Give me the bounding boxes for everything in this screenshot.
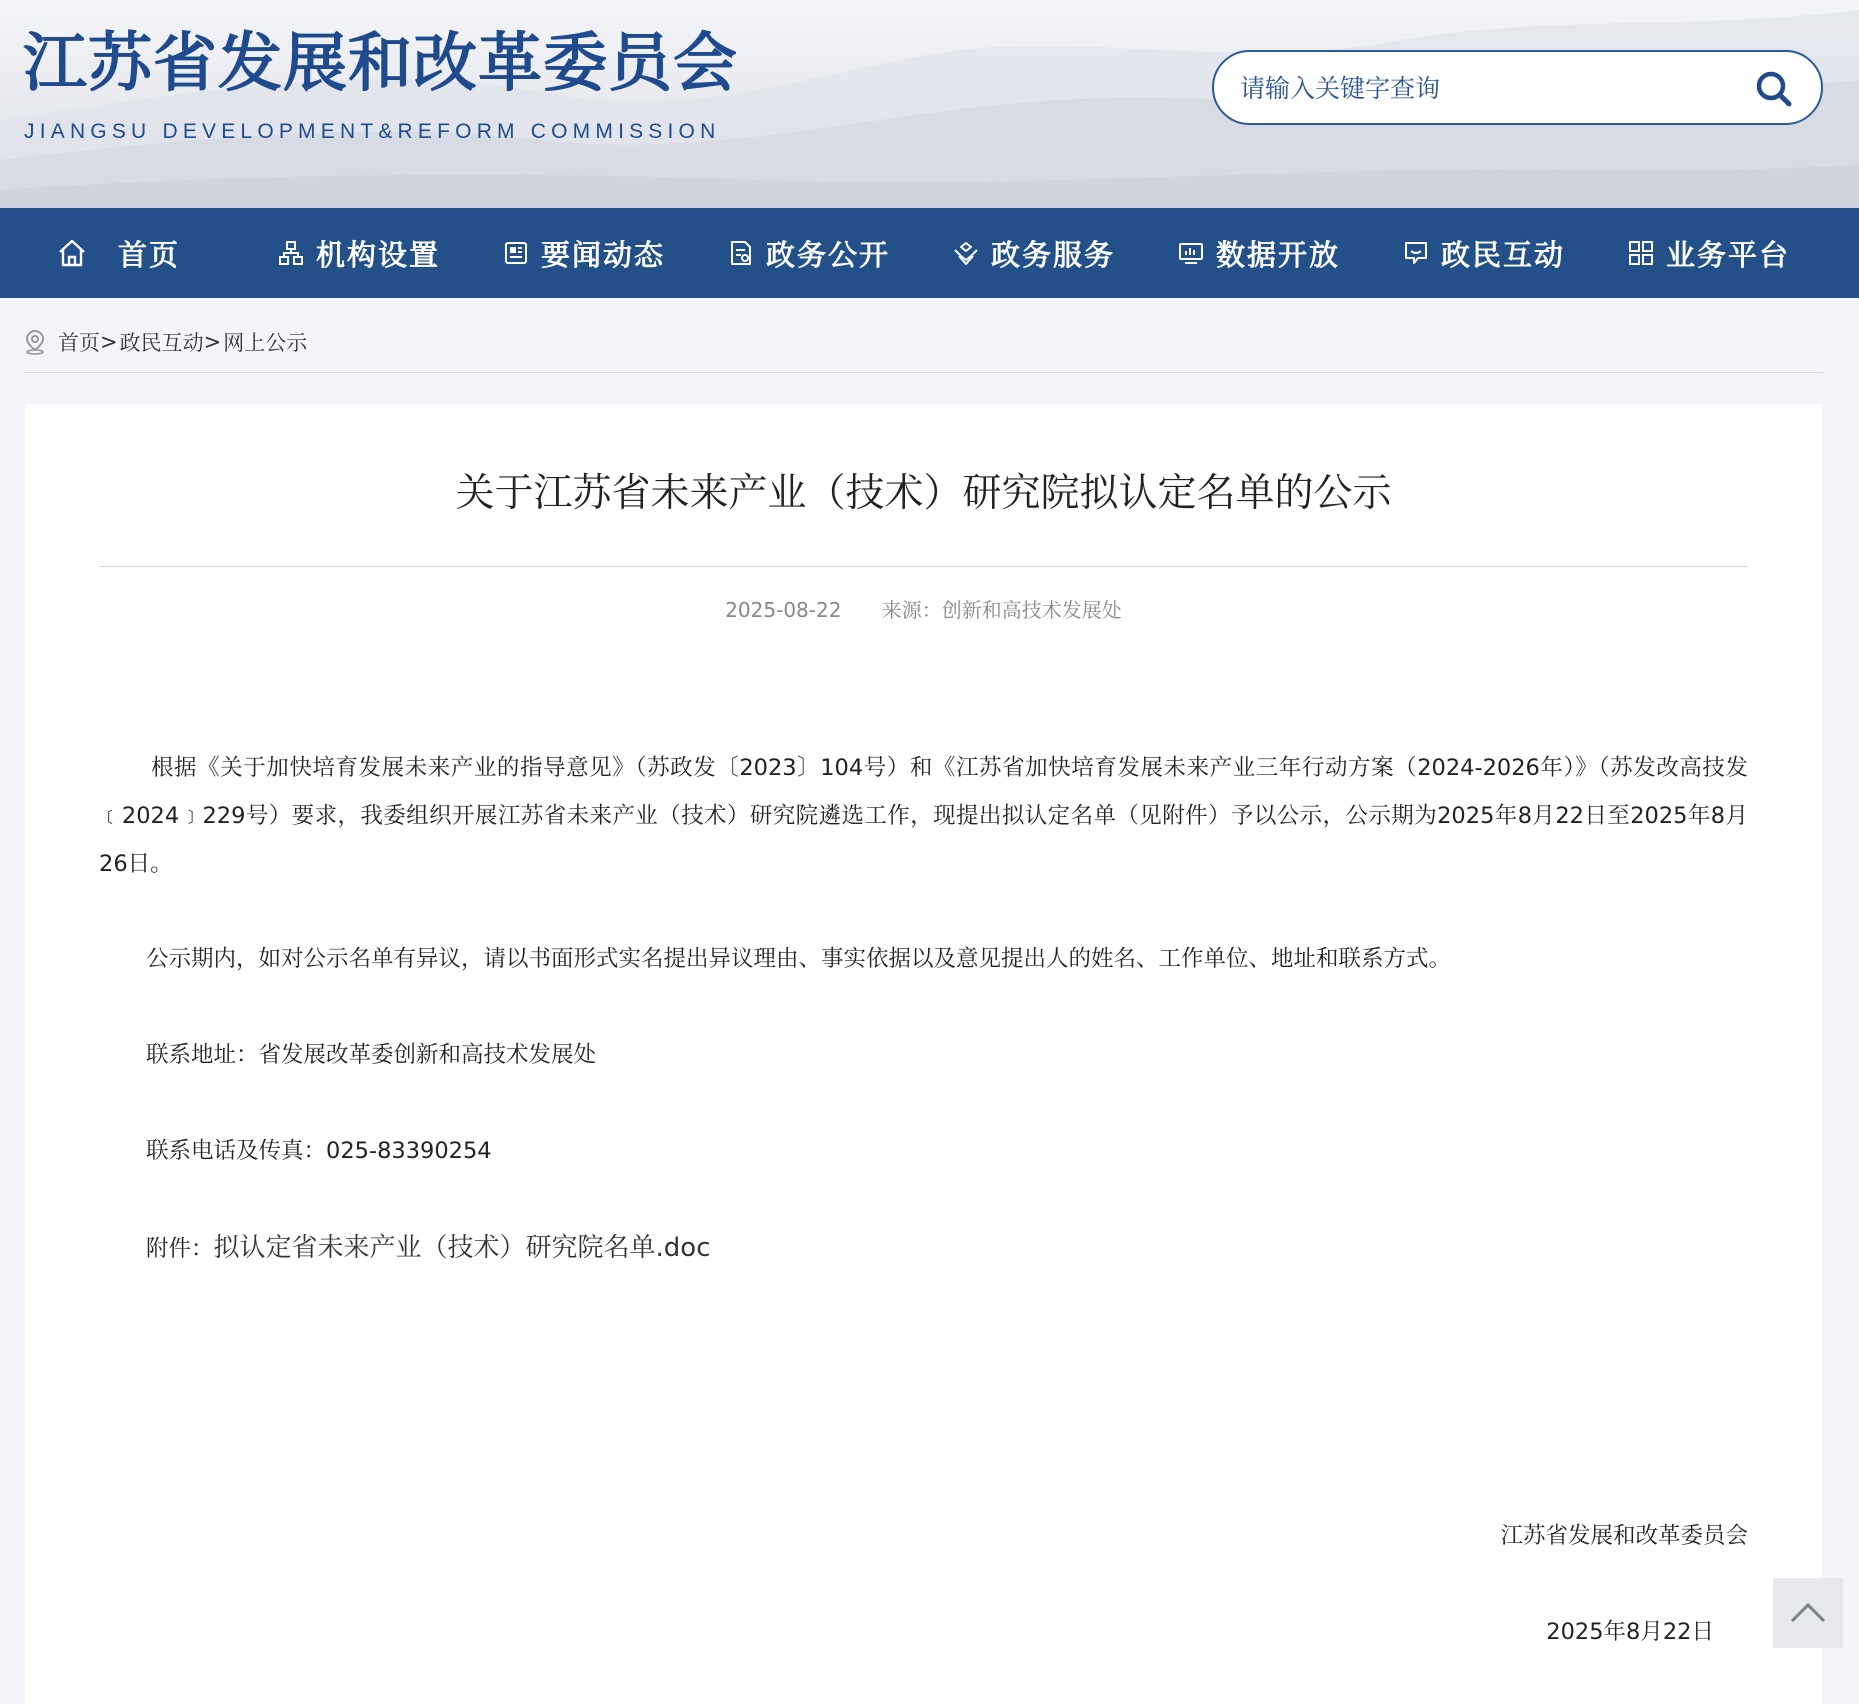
grid-icon — [1628, 240, 1654, 266]
main-nav — [0, 208, 1859, 298]
article-meta — [25, 594, 1822, 623]
document-icon — [728, 240, 754, 266]
article-source: 来源：创新和高技术发展处 — [881, 598, 1122, 622]
breadcrumb-home[interactable]: 首页 — [58, 331, 100, 355]
search-icon — [1753, 68, 1795, 110]
site-header — [0, 0, 1859, 208]
location-pin-icon — [24, 329, 46, 355]
search-button[interactable] — [1753, 68, 1795, 110]
article-paragraph: 根据《关于加快培育发展未来产业的指导意见》（苏政发〔2023〕104号）和《江苏省加快培育发展未来产业三年行动方案（2024-2026年）》（苏发改高技发﹝2024﹞229号）要求，我委组织开展江苏省未来产业（技术）研究院遴选工作，现提出拟认定名单（见附件）予以公示，公示期为2025年8月22日至2025年8月26日。 — [99, 755, 1748, 877]
site-subtitle: JIANGSU DEVELOPMENT&REFORM COMMISSION — [24, 120, 721, 143]
signature-date: 2025年8月22日 — [1546, 1619, 1714, 1645]
org-chart-icon — [278, 240, 304, 266]
breadcrumb-separator: > — [203, 330, 222, 354]
nav-item-label: 政民互动 — [1441, 237, 1566, 272]
search-box — [1212, 50, 1823, 125]
service-hands-icon — [953, 240, 979, 266]
news-icon — [503, 240, 529, 266]
breadcrumb-separator: > — [100, 330, 118, 354]
breadcrumb-online-notice[interactable]: 网上公示 — [223, 331, 308, 355]
nav-item-label: 数据开放 — [1216, 237, 1341, 272]
article-date: 2025-08-22 — [725, 598, 842, 622]
breadcrumb — [24, 327, 307, 357]
article-paragraph: 公示期内，如对公示名单有异议，请以书面形式实名提出异议理由、事实依据以及意见提出人的姓名、工作单位、地址和联系方式。 — [146, 946, 1452, 972]
nav-item-business-platform[interactable] — [1628, 208, 1790, 298]
signature-org: 江苏省发展和改革委员会 — [1500, 1523, 1748, 1549]
article-card — [25, 404, 1822, 1704]
nav-item-data-open[interactable] — [1178, 208, 1340, 298]
title-divider — [99, 566, 1748, 567]
chat-icon — [1403, 240, 1429, 266]
nav-item-gov-service[interactable] — [953, 208, 1115, 298]
search-input[interactable] — [1240, 66, 1710, 110]
attachment-label: 附件： — [146, 1236, 214, 1262]
home-icon — [56, 237, 88, 269]
attachment-row — [146, 1224, 711, 1273]
chevron-up-icon — [1788, 1593, 1828, 1633]
nav-item-home[interactable] — [56, 208, 180, 298]
nav-item-label: 机构设置 — [316, 237, 441, 272]
attachment-link[interactable]: 拟认定省未来产业（技术）研究院名单.doc — [213, 1233, 711, 1263]
site-title: 江苏省发展和改革委员会 — [23, 27, 738, 101]
breadcrumb-divider — [24, 372, 1823, 373]
nav-item-label: 政务服务 — [991, 237, 1116, 272]
contact-address: 联系地址：省发展改革委创新和高技术发展处 — [146, 1042, 597, 1068]
nav-item-label: 要闻动态 — [541, 237, 666, 272]
nav-item-interaction[interactable] — [1403, 208, 1565, 298]
data-monitor-icon — [1178, 240, 1204, 266]
nav-item-label: 政务公开 — [766, 237, 891, 272]
nav-item-gov-affairs[interactable] — [728, 208, 890, 298]
nav-item-label: 首页 — [118, 237, 181, 272]
nav-item-org[interactable] — [278, 208, 440, 298]
contact-phone: 联系电话及传真：025-83390254 — [146, 1138, 492, 1164]
article-title: 关于江苏省未来产业（技术）研究院拟认定名单的公示 — [455, 471, 1392, 516]
nav-item-label: 业务平台 — [1666, 237, 1791, 272]
breadcrumb-interaction[interactable]: 政民互动 — [119, 331, 204, 355]
nav-item-news[interactable] — [503, 208, 665, 298]
back-to-top-button[interactable] — [1773, 1578, 1843, 1648]
